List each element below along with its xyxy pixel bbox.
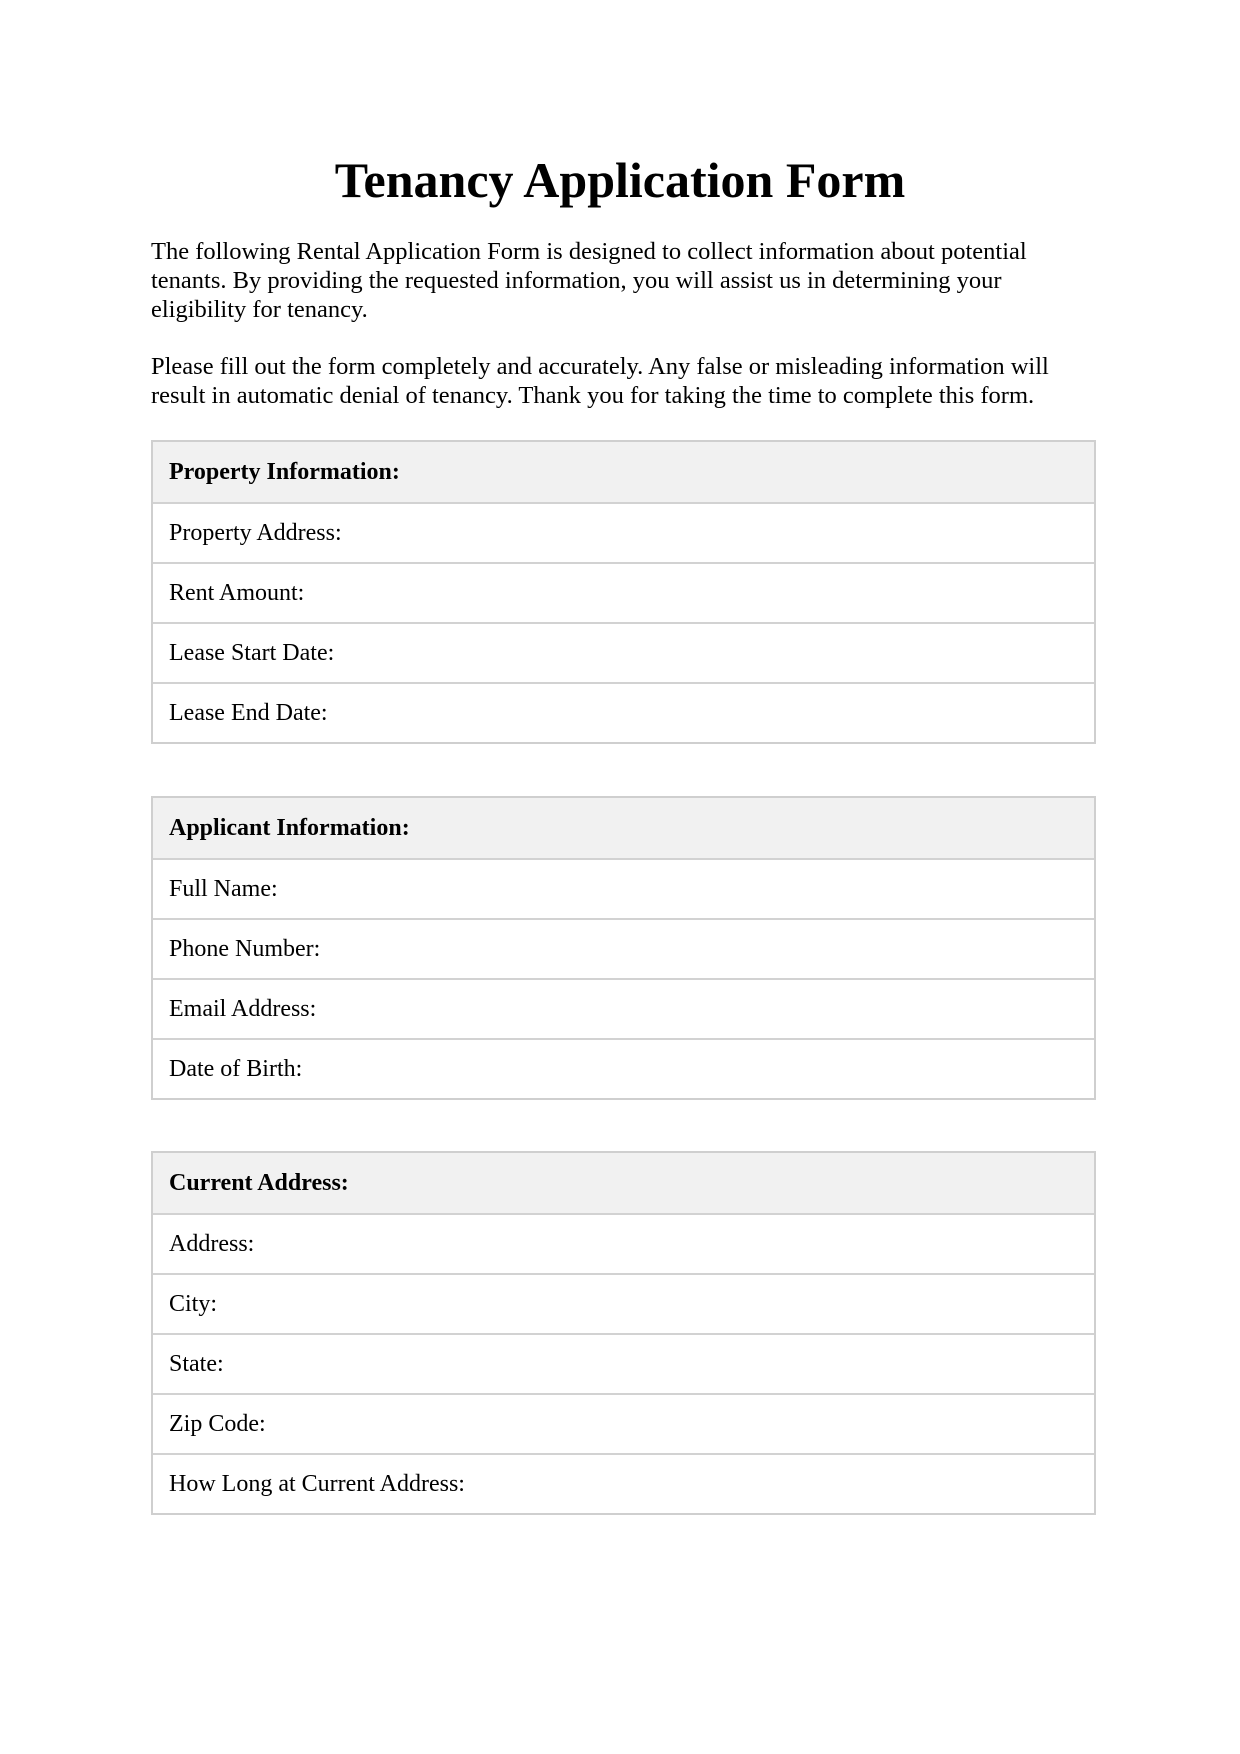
section-heading: Applicant Information:	[153, 798, 1094, 858]
email-address-field[interactable]: Email Address:	[153, 978, 1094, 1038]
date-of-birth-field[interactable]: Date of Birth:	[153, 1038, 1094, 1098]
section-heading: Property Information:	[153, 442, 1094, 502]
address-field[interactable]: Address:	[153, 1213, 1094, 1273]
property-information-section	[151, 440, 1096, 744]
city-field[interactable]: City:	[153, 1273, 1094, 1333]
zip-code-field[interactable]: Zip Code:	[153, 1393, 1094, 1453]
time-at-current-address-field[interactable]: How Long at Current Address:	[153, 1453, 1094, 1513]
phone-number-field[interactable]: Phone Number:	[153, 918, 1094, 978]
lease-start-date-field[interactable]: Lease Start Date:	[153, 622, 1094, 682]
section-heading: Current Address:	[153, 1153, 1094, 1213]
lease-end-date-field[interactable]: Lease End Date:	[153, 682, 1094, 742]
rent-amount-field[interactable]: Rent Amount:	[153, 562, 1094, 622]
page-title: Tenancy Application Form	[334, 152, 906, 208]
applicant-information-section	[151, 796, 1096, 1100]
current-address-section	[151, 1151, 1096, 1515]
full-name-field[interactable]: Full Name:	[153, 858, 1094, 918]
intro-paragraph: The following Rental Application Form is designed to collect information about potential tenants. By providing the requested information, you will assist us in determining your eligibility for tenancy.	[151, 238, 1027, 323]
property-address-field[interactable]: Property Address:	[153, 502, 1094, 562]
state-field[interactable]: State:	[153, 1333, 1094, 1393]
instructions-paragraph: Please fill out the form completely and accurately. Any false or misleading information will result in automatic denial of tenancy. Thank you for taking the time to complete this form.	[151, 353, 1049, 409]
